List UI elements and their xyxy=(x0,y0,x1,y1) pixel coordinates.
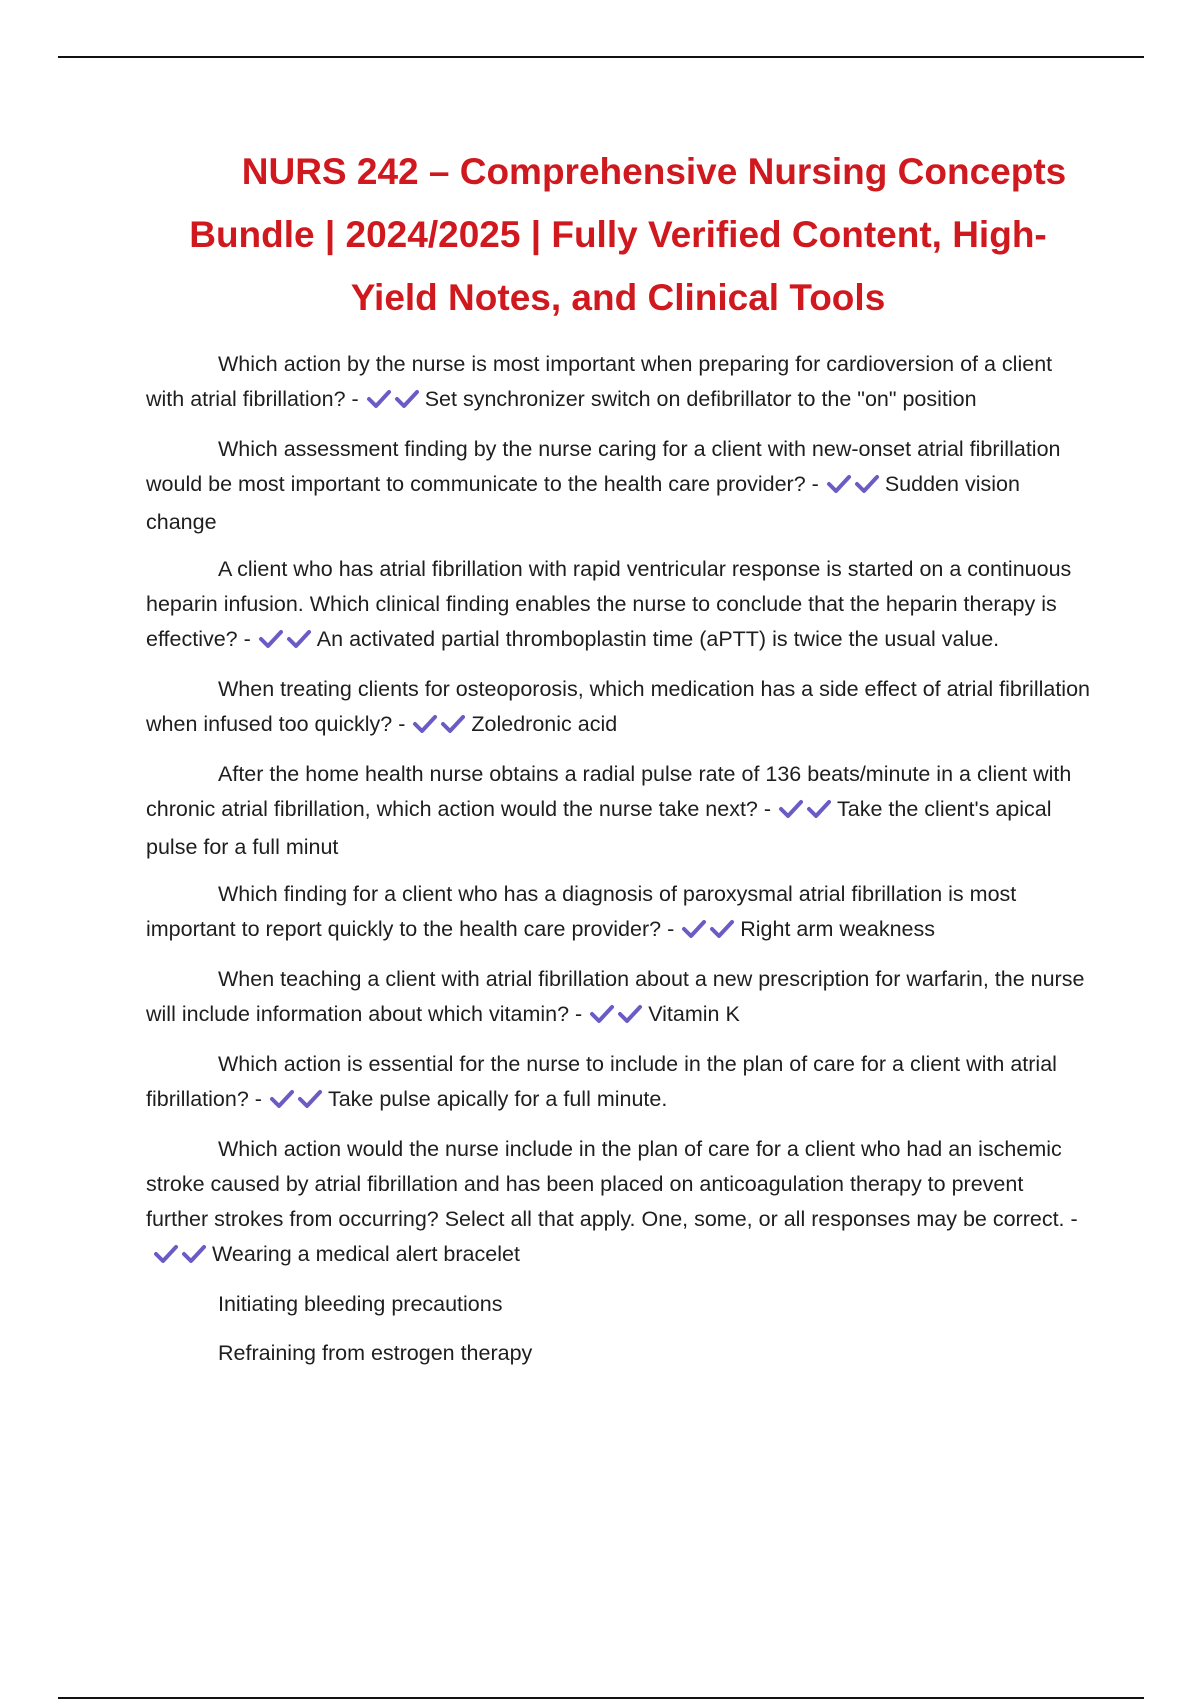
qa-item xyxy=(146,877,1090,950)
extra-answer: Refraining from estrogen therapy xyxy=(218,1341,533,1365)
check-pair xyxy=(257,625,313,660)
qa-item xyxy=(146,552,1090,660)
qa-item xyxy=(146,1132,1090,1275)
question-text: Which action is essential for the nurse to include in the plan of care for a client with atrial fibrillation? xyxy=(146,1052,1057,1111)
answer-text: An activated partial thromboplastin time (aPTT) is twice the usual value. xyxy=(316,627,1000,651)
answer-text: Right arm weakness xyxy=(740,917,936,941)
check-icon xyxy=(825,474,853,494)
check-icon xyxy=(853,474,881,494)
check-icon xyxy=(616,1004,644,1024)
document-page xyxy=(146,140,1090,1385)
check-icon xyxy=(257,629,285,649)
check-icon xyxy=(152,1244,180,1264)
question-text: A client who has atrial fibrillation with rapid ventricular response is started on a continuous heparin infusion. Which clinical finding enables the nurse to conclude that the heparin therapy is effective? xyxy=(146,557,1072,651)
separator: - xyxy=(763,797,772,821)
check-pair xyxy=(777,795,833,830)
check-icon xyxy=(365,389,393,409)
top-rule xyxy=(58,56,1144,58)
separator: - xyxy=(811,472,819,496)
separator: - xyxy=(575,1002,583,1026)
check-icon xyxy=(805,799,833,819)
qa-item xyxy=(146,757,1090,865)
qa-item xyxy=(146,962,1090,1035)
extra-answer-list xyxy=(146,1287,1090,1371)
answer-text: Vitamin K xyxy=(648,1002,740,1026)
question-text: Which assessment finding by the nurse caring for a client with new-onset atrial fibrillation would be most important to communicate to the health care provider? xyxy=(146,437,1061,496)
qa-item xyxy=(146,1047,1090,1120)
qa-item xyxy=(146,347,1090,420)
separator: - xyxy=(351,387,359,411)
answer-text: Sudden vision change xyxy=(146,472,1020,534)
check-icon xyxy=(777,799,805,819)
check-pair xyxy=(588,1000,644,1035)
check-icon xyxy=(296,1089,324,1109)
separator: - xyxy=(254,1087,262,1111)
question-text: After the home health nurse obtains a radial pulse rate of 136 beats/minute in a client with chronic atrial fibrillation, which action would the nurse take next? xyxy=(146,762,1072,821)
qa-list xyxy=(146,347,1090,1275)
bottom-rule xyxy=(58,1697,1144,1699)
check-icon xyxy=(680,919,708,939)
extra-answer: Initiating bleeding precautions xyxy=(218,1292,503,1316)
answer-text: Take pulse apically for a full minute. xyxy=(327,1087,668,1111)
check-icon xyxy=(393,389,421,409)
check-pair xyxy=(365,385,421,420)
separator: - xyxy=(398,712,406,736)
check-icon xyxy=(268,1089,296,1109)
question-text: Which finding for a client who has a diagnosis of paroxysmal atrial fibrillation is most important to report quickly to the health care provider? xyxy=(146,882,1017,941)
check-icon xyxy=(180,1244,208,1264)
question-text: When teaching a client with atrial fibrillation about a new prescription for warfarin, the nurse will include information about which vitamin? xyxy=(146,967,1085,1026)
qa-item xyxy=(146,672,1090,745)
answer-text: Zoledronic acid xyxy=(471,712,618,736)
check-pair xyxy=(152,1240,208,1275)
separator: - xyxy=(243,627,251,651)
check-pair xyxy=(411,710,467,745)
check-pair xyxy=(680,915,736,950)
answer-text: Take the client's apical pulse for a full minut xyxy=(146,797,1052,859)
document-title: NURS 242 – Comprehensive Nursing Concepts Bundle | 2024/2025 | Fully Verified Content, High-Yield Notes, and Clinical Tools xyxy=(189,151,1067,318)
separator: - xyxy=(1070,1207,1078,1231)
check-icon xyxy=(708,919,736,939)
check-icon xyxy=(285,629,313,649)
check-icon xyxy=(411,714,439,734)
answer-text: Wearing a medical alert bracelet xyxy=(212,1242,520,1266)
check-pair xyxy=(268,1085,324,1120)
qa-item xyxy=(146,432,1090,540)
question-text: Which action by the nurse is most important when preparing for cardioversion of a client with atrial fibrillation? xyxy=(146,352,1053,411)
question-text: When treating clients for osteoporosis, which medication has a side effect of atrial fibrillation when infused too quickly? xyxy=(146,677,1090,736)
check-icon xyxy=(588,1004,616,1024)
answer-text: Set synchronizer switch on defibrillator to the "on" position xyxy=(424,387,977,411)
separator: - xyxy=(667,917,675,941)
check-pair xyxy=(825,470,881,505)
question-text: Which action would the nurse include in the plan of care for a client who had an ischemic stroke caused by atrial fibrillation and has been placed on anticoagulation therapy to prevent further strokes from occurring? Select all that apply. One, some, or all responses may be correct. xyxy=(146,1137,1065,1231)
check-icon xyxy=(439,714,467,734)
